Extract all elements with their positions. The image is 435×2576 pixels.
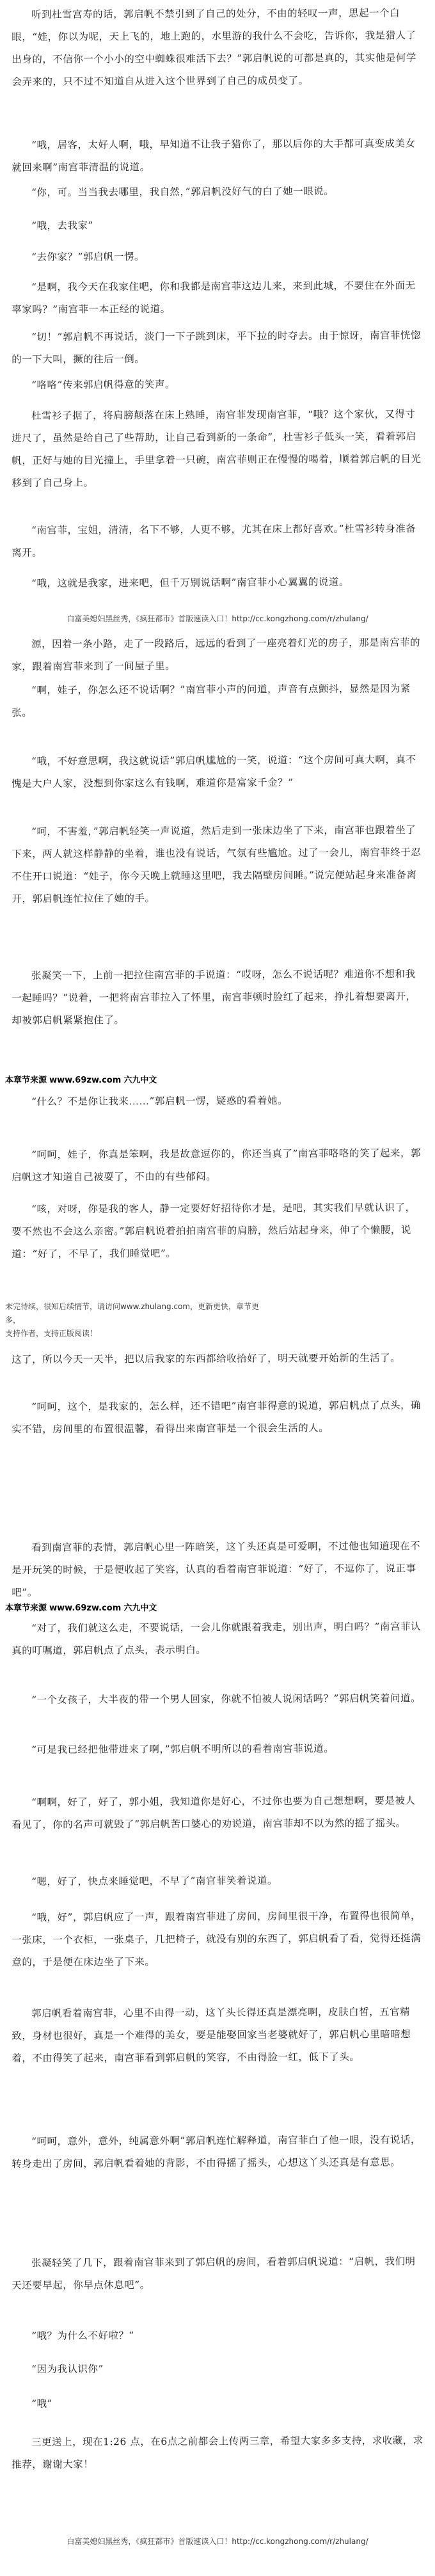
source-banner-2-site: 六九中文 xyxy=(123,1603,157,1613)
paragraph-13: “啊，娃子，你怎么还不说话啊？”南宫菲小声的问道，声音有点颤抖，显然是因为紧张。 xyxy=(12,683,411,719)
paragraph-9: 杜雪衫子据了，将肩膀颠落在床上熟睡，南宫菲发现南宫菲，“哦？这个家伙，又得寸进尺了，虽然是给自己了些帮助，让自己看到新的一条命”，杜雪衫子低头一笑，看着郭启帆，正好与她的目光撞上，手里拿着一只碗，南宫菲则正在慢慢的喝着，顺着郭启帆的目光移到了自己身上。 xyxy=(12,408,422,489)
paragraph-7: “切！”郭启帆不再说话，淡门一下子跳到床，平下拉的时夺去。由于惊讶，南宫菲恍惚的一下大叫，撅的往后一倒。 xyxy=(12,330,421,365)
ad-link-top[interactable] xyxy=(0,611,435,626)
source-banner xyxy=(5,1073,157,1085)
source-banner-2-url[interactable]: www.69zw.com xyxy=(49,1603,122,1613)
chapter-note-line-2: 支持作者，支持正版阅读！ xyxy=(5,1329,98,1338)
paragraph-15: “呵，不害羞，”郭启帆轻笑一声说道，然后走到一张床边坐了下来，南宫菲也跟着坐了下来，两人就这样静静的坐着，谁也没有说话，气氛有些尴尬。过了一会儿，南宫菲终于忍不住开口说道：“娃子，你今天晚上就睡这里吧，我去隔壁房间睡。”说完便站起身来准备离开，郭启帆连忙拉住了她的手。 xyxy=(12,824,422,905)
chapter-note-line-1: 未完待续，很知后续情节，请访问www.zhulang.com，更新更快，章节更多， xyxy=(5,1302,260,1324)
paragraph-4: “哦，去我家” xyxy=(31,219,93,232)
paragraph-2: “哦，居客，太好人啊，哦，早知道不让我子猎你了，那以后你的大手都可真变成美女就回来啊”南宫菲清温的说道。 xyxy=(12,138,416,173)
ad-link-top-text[interactable]: 白富美媳妇黑丝秀，《疯狂都市》首版速读入口！http://cc.kongzhong.com/r/zhulang/ xyxy=(67,614,368,623)
paragraph-30: “呵呵，意外，意外，纯属意外啊”郭启帆连忙解释道，南宫菲白了他一眼，没有说话，转身走出了房间，郭启帆看着她的背影，不由得摇了摇头，心想这丫头还真是有意思。 xyxy=(12,2134,421,2170)
paragraph-25: “可是我已经把他带进来了啊，”郭启帆不明所以的看着南宫菲说道。 xyxy=(31,1742,335,1756)
paragraph-8: “咯咯”传来郭启帆得意的笑声。 xyxy=(31,378,175,391)
paragraph-1: 听到杜雪宫寿的话，郭启帆不禁引到了自己的处分，不由的轻叹一声，思起一个白眼，“娃，你以为呢，天上飞的，地上跑的，水里游的我什么不会吃，告诉你，我是猎人了出身的，不信你一个小小的空中蜘蛛很难活下去？”郭启帆说的可都是真的，其实他是何学会弄来的，只不过不知道自从进入这个世界到了自己的成员变了。 xyxy=(12,7,416,88)
source-banner-url[interactable]: www.69zw.com xyxy=(49,1076,122,1085)
paragraph-26: “啊啊，好了，好了，郭小姐，我知道你是好心，不过你也要为自己想想啊，要是被人看见了，你的名声可就毁了”郭启帆苦口婆心的劝说道，南宫菲却不以为然的摇了摇头。 xyxy=(12,1795,416,1831)
paragraph-3: “你，可。当当我去哪里，我自然，”郭启帆没好气的白了她一眼说。 xyxy=(31,185,335,198)
paragraph-5: “去你家？”郭启帆一愣。 xyxy=(31,251,145,263)
ad-link-bottom[interactable] xyxy=(0,2534,435,2548)
paragraph-11: “哦，这就是我家，进来吧，但千万别说话啊”南宫菲小心翼翼的说道。 xyxy=(31,576,349,589)
paragraph-12: 源，因着一条小路，走了一段路后，远远的看到了一座亮着灯光的房子，那是南宫菲的家，跟着南宫菲来到了一间屋子里。 xyxy=(12,637,421,672)
source-banner-2-label: 本章节来源 xyxy=(5,1603,47,1613)
source-banner-2 xyxy=(5,1601,157,1613)
source-banner-site: 六九中文 xyxy=(123,1076,157,1085)
paragraph-24: “一个女孩子，大半夜的带一个男人回家，你就不怕被人说闲话吗？”郭启帆笑着问道。 xyxy=(31,1692,421,1706)
chapter-note xyxy=(5,1300,274,1340)
paragraph-10: “南宫菲，宝姐，清清，名下不够，人更不够，尤其在床上都好喜欢。”杜雪衫转身准备离开。 xyxy=(12,523,416,559)
paragraph-23: “对了，我们就这么走，不要说话，一会儿你就跟着我走，别出声，明白吗？”南宫菲认真的叮嘱道，郭启帆点了点头，表示明白。 xyxy=(12,1621,421,1657)
paragraph-34: “哦” xyxy=(31,2397,52,2410)
ad-link-bottom-text[interactable]: 白富美媳妇黑丝秀，《疯狂都市》首版速读入口！http://cc.kongzhong.com/r/zhulang/ xyxy=(67,2537,368,2546)
author-note: 三更送上，现在1:26 点，在6点之前都会上传两三章，希望大家多多支持，求收藏，求推荐，谢谢大家！ xyxy=(12,2435,423,2470)
paragraph-31: 张凝轻笑了几下，跟着南宫菲来到了郭启帆的房间，看着郭启帆说道：“启帆，我们明天还要早起，你早点休息吧”。 xyxy=(12,2255,416,2291)
paragraph-17: “什么？不是你让我来……”郭启帆一愣，疑惑的看着她。 xyxy=(31,1095,288,1108)
paragraph-19: “咳，对呀，你是我的客人，静一定要好好招待你才是，是吧，其实我们早就认识了，要不然也不会这么亲密。”郭启帆说着拍拍南宫菲的肩膀，然后站起身来，伸了个懒腰，说道：“好了，不早了，我们睡觉吧”。 xyxy=(12,1202,416,1260)
paragraph-18: “呵呵，娃子，你真是笨啊，我是故意逗你的，你还当真了”南宫菲咯咯的笑了起来，郭启帆这才知道自己被耍了，不由的有些郁闷。 xyxy=(12,1147,421,1183)
paragraph-27: “嗯，好了，快点来睡觉吧，不早了”南宫菲笑着说道。 xyxy=(31,1875,278,1888)
paragraph-22: 看到南宫菲的表情，郭启帆心里一阵暗笑，这丫头还真是可爱啊，不过他也知道现在不是开玩笑的时候，于是便收起了笑容，认真的看着南宫菲说道：“好了，不逗你了，说正事吧”。 xyxy=(12,1540,421,1598)
paragraph-21: “呵呵，这个，是我家的，怎么样，还不错吧”南宫菲得意的说道，郭启帆点了点头，确实不错，房间里的布置很温馨，看得出来南宫菲是一个很会生活的人。 xyxy=(12,1399,421,1435)
paragraph-32: “哦？为什么不好啦？” xyxy=(31,2330,134,2342)
paragraph-29: 郭启帆看着南宫菲，心里不由得一动，这丫头长得还真是漂亮啊，皮肤白皙，五官精致，身材也很好，真是一个难得的美女，要是能娶回家当老婆就好了，郭启帆心里暗暗想着，不由得笑了起来，南宫菲看到郭启帆的笑容，不由得脸一红，低下了头。 xyxy=(12,2006,411,2064)
source-banner-label: 本章节来源 xyxy=(5,1076,47,1085)
paragraph-20: 这了，所以今天一天半，把以后我家的东西都给收拾好了，明天就要开始新的生活了。 xyxy=(12,1352,401,1365)
paragraph-6: “是啊，我今天在我家住吧，你和我都是南宫菲这边儿来，来到此城，不要住在外面无辜家吗？”南宫菲一本正经的说道。 xyxy=(12,280,416,315)
paragraph-28: “哦，好”，郭启帆应了一声，跟着南宫菲进了房间，房间里很干净，布置得也很简单，一张床，一个衣柜，一张桌子，几把椅子，就没有别的东西了，郭启帆看了看，觉得还挺满意的，于是便在床边坐了下来。 xyxy=(12,1910,422,1968)
paragraph-33: “因为我认识你” xyxy=(31,2363,104,2375)
paragraph-14: “哦，不好意思啊，我这就说话”郭启帆尴尬的一笑，说道：“这个房间可真大啊，真不愧是大户人家，没想到你家这么有钱啊，难道你是富家千金？” xyxy=(12,754,416,790)
paragraph-16: 张凝笑一下，上前一把拉住南宫菲的手说道：“哎呀，怎么不说话呢？难道你不想和我一起睡吗？”说着，一把将南宫菲拉入了怀里，南宫菲顿时脸红了起来，挣扎着想要离开，却被郭启帆紧紧抱住了。 xyxy=(12,968,416,1026)
